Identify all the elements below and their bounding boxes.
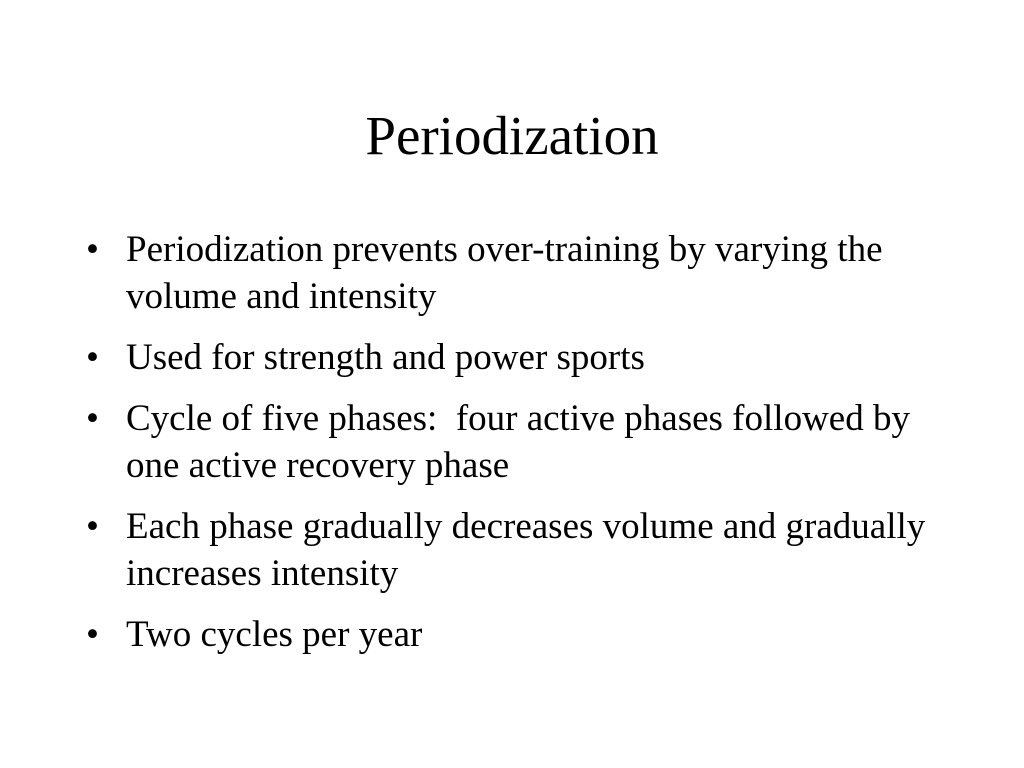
bullet-icon: •: [86, 337, 99, 378]
list-item: [80, 503, 960, 597]
slide-title: Periodization: [365, 105, 659, 166]
bullet-icon: •: [86, 398, 99, 439]
bullet-text: Used for strength and power sports: [126, 337, 645, 378]
bullet-text: Each phase gradually decreases volume and gradually increases intensity: [126, 506, 926, 594]
bullet-text: Periodization prevents over-training by varying the volume and intensity: [126, 229, 883, 317]
bullet-icon: •: [86, 229, 99, 270]
bullet-list: [80, 226, 960, 672]
list-item: [80, 611, 960, 658]
bullet-text: Cycle of five phases: four active phases followed by one active recovery phase: [126, 398, 920, 486]
bullet-icon: •: [86, 506, 99, 547]
bullet-text: Two cycles per year: [126, 614, 423, 655]
list-item: [80, 226, 960, 320]
list-item: [80, 395, 960, 489]
list-item: [80, 334, 960, 381]
bullet-icon: •: [86, 614, 99, 655]
